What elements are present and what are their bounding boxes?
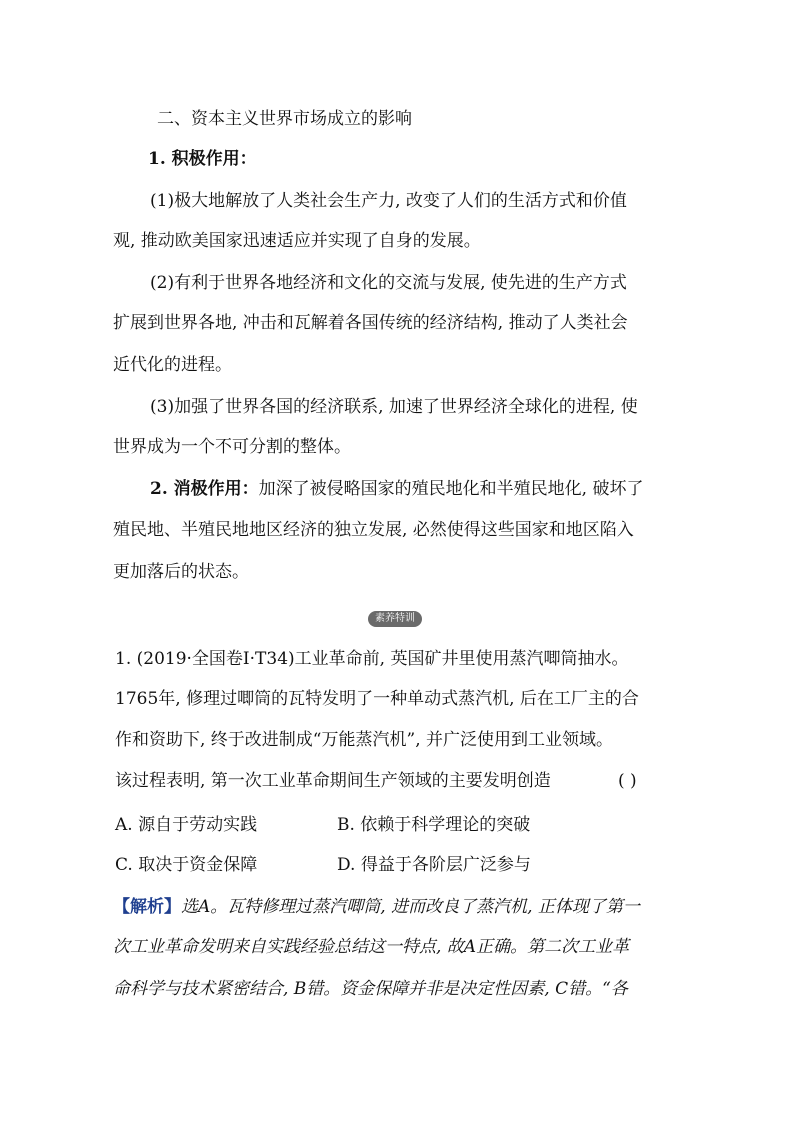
positive-p3-line2: 世界成为一个不可分割的整体。 bbox=[113, 437, 351, 457]
question-line4: 该过程表明, 第一次工业革命期间生产领域的主要发明创造 bbox=[115, 771, 551, 791]
option-c: C. 取决于资金保障 bbox=[115, 855, 258, 875]
positive-p3-line1: (3)加强了世界各国的经济联系, 加速了世界经济全球化的进程, 使 bbox=[150, 397, 638, 417]
negative-line2: 殖民地、半殖民地地区经济的独立发展, 必然使得这些国家和地区陷入 bbox=[113, 520, 634, 540]
negative-line3: 更加落后的状态。 bbox=[113, 562, 249, 582]
positive-p2-line3: 近代化的进程。 bbox=[113, 355, 232, 375]
analysis-tag: 【解析】 bbox=[113, 897, 181, 917]
section-badge: 素养特训 bbox=[368, 611, 422, 627]
section-badge-wrap bbox=[368, 611, 422, 629]
option-a: A. 源自于劳动实践 bbox=[115, 815, 258, 835]
analysis-line1-text: 选A。瓦特修理过蒸汽唧筒, 进而改良了蒸汽机, 正体现了第一 bbox=[181, 897, 640, 917]
question-line2: 1765年, 修理过唧筒的瓦特发明了一种单动式蒸汽机, 后在工厂主的合 bbox=[115, 689, 639, 709]
positive-p2-line2: 扩展到世界各地, 冲击和瓦解着各国传统的经济结构, 推动了人类社会 bbox=[113, 313, 628, 333]
answer-parentheses: ( ) bbox=[618, 771, 637, 791]
negative-line1 bbox=[150, 478, 643, 500]
analysis-line3: 命科学与技术紧密结合, B错。资金保障并非是决定性因素, C错。“各 bbox=[113, 979, 628, 999]
positive-p2-line1: (2)有利于世界各地经济和文化的交流与发展, 使先进的生产方式 bbox=[150, 273, 627, 293]
question-line3: 作和资助下, 终于改进制成“万能蒸汽机”, 并广泛使用到工业领域。 bbox=[115, 730, 613, 750]
question-line1: 1. (2019·全国卷Ⅰ·T34)工业革命前, 英国矿井里使用蒸汽唧筒抽水。 bbox=[115, 649, 629, 669]
analysis-line2: 次工业革命发明来自实践经验总结这一特点, 故A正确。第二次工业革 bbox=[113, 937, 630, 957]
negative-line1-text: 加深了被侵略国家的殖民地化和半殖民地化, 破坏了 bbox=[258, 479, 644, 499]
positive-p1-line1: (1)极大地解放了人类社会生产力, 改变了人们的生活方式和价值 bbox=[150, 191, 627, 211]
option-b: B. 依赖于科学理论的突破 bbox=[337, 815, 531, 835]
positive-title: 1. 积极作用： bbox=[148, 149, 257, 169]
option-d: D. 得益于各阶层广泛参与 bbox=[337, 855, 531, 875]
negative-title: 2. 消极作用： bbox=[150, 479, 259, 499]
positive-p1-line2: 观, 推动欧美国家迅速适应并实现了自身的发展。 bbox=[113, 231, 481, 251]
section-heading: 二、资本主义世界市场成立的影响 bbox=[157, 109, 412, 129]
analysis-line1 bbox=[113, 896, 640, 918]
